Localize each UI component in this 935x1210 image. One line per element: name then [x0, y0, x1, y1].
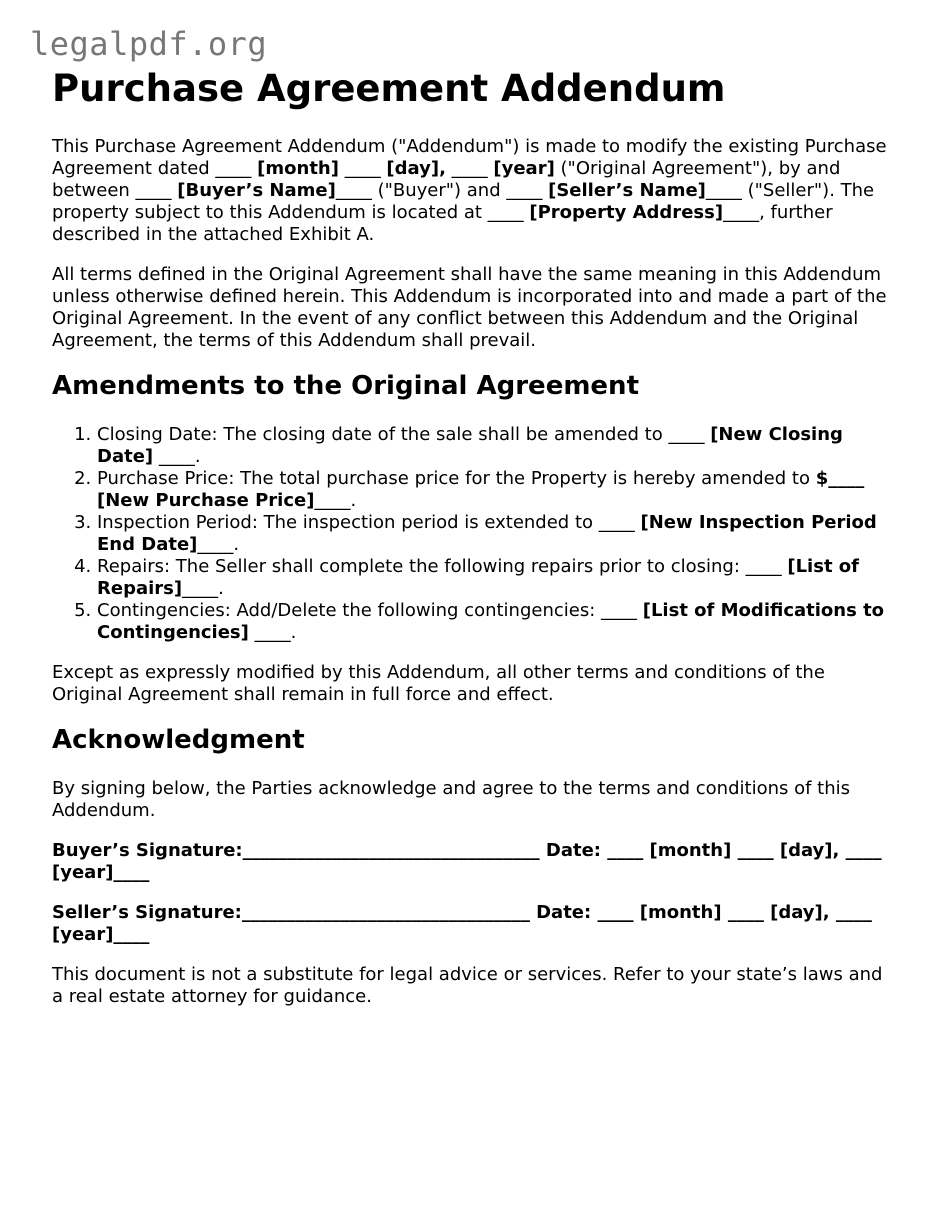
remain-paragraph: Except as expressly modified by this Addendum, all other terms and conditions of the Original Agreement shall remain in full force and effect.	[52, 662, 825, 705]
amendments-list	[52, 424, 892, 644]
list-item: 4. Repairs: The Seller shall complete the following repairs prior to closing: ____ [List of Repairs]____.	[97, 556, 892, 600]
seller-signature-line[interactable]: Seller’s Signature:________________________________ Date: ____ [month] ____ [day], ____ [year]____	[52, 902, 872, 945]
disclaimer-paragraph: This document is not a substitute for legal advice or services. Refer to your state’s laws and a real estate attorney for guidance.	[52, 964, 883, 1007]
watermark-logo: legalpdf.org	[30, 25, 268, 63]
amendments-heading: Amendments to the Original Agreement	[52, 371, 639, 401]
buyer-signature-line[interactable]: Buyer’s Signature:_________________________________ Date: ____ [month] ____ [day], ____ [year]____	[52, 840, 882, 883]
definitions-paragraph: All terms defined in the Original Agreement shall have the same meaning in this Addendum unless otherwise defined herein. This Addendum is incorporated into and made a part of the Original Agreement. In the event of any conflict between this Addendum and the Original Agreement, the terms of this Addendum shall prevail.	[52, 264, 887, 351]
list-item: 5. Contingencies: Add/Delete the following contingencies: ____ [List of Modifications to Contingencies] ____.	[97, 600, 892, 644]
document-page	[52, 68, 892, 1026]
document-title: Purchase Agreement Addendum	[52, 67, 726, 110]
intro-paragraph: This Purchase Agreement Addendum ("Addendum") is made to modify the existing Purchase Agreement dated ____ [month] ____ [day], ____ [year] ("Original Agreement"), by and between ____ [Buyer’s Name]____ ("Buyer") and ____ [Seller’s Name]____ ("Seller"). The property subject to this Addendum is located at ____ [Property Address]____, further described in the attached Exhibit A.	[52, 136, 887, 245]
acknowledgment-heading: Acknowledgment	[52, 725, 305, 755]
acknowledgment-paragraph: By signing below, the Parties acknowledge and agree to the terms and conditions of this Addendum.	[52, 778, 851, 821]
list-item: 2. Purchase Price: The total purchase price for the Property is hereby amended to $____ [New Purchase Price]____.	[97, 468, 892, 512]
list-item: 3. Inspection Period: The inspection period is extended to ____ [New Inspection Period End Date]____.	[97, 512, 892, 556]
list-item: 1. Closing Date: The closing date of the sale shall be amended to ____ [New Closing Date] ____.	[97, 424, 892, 468]
